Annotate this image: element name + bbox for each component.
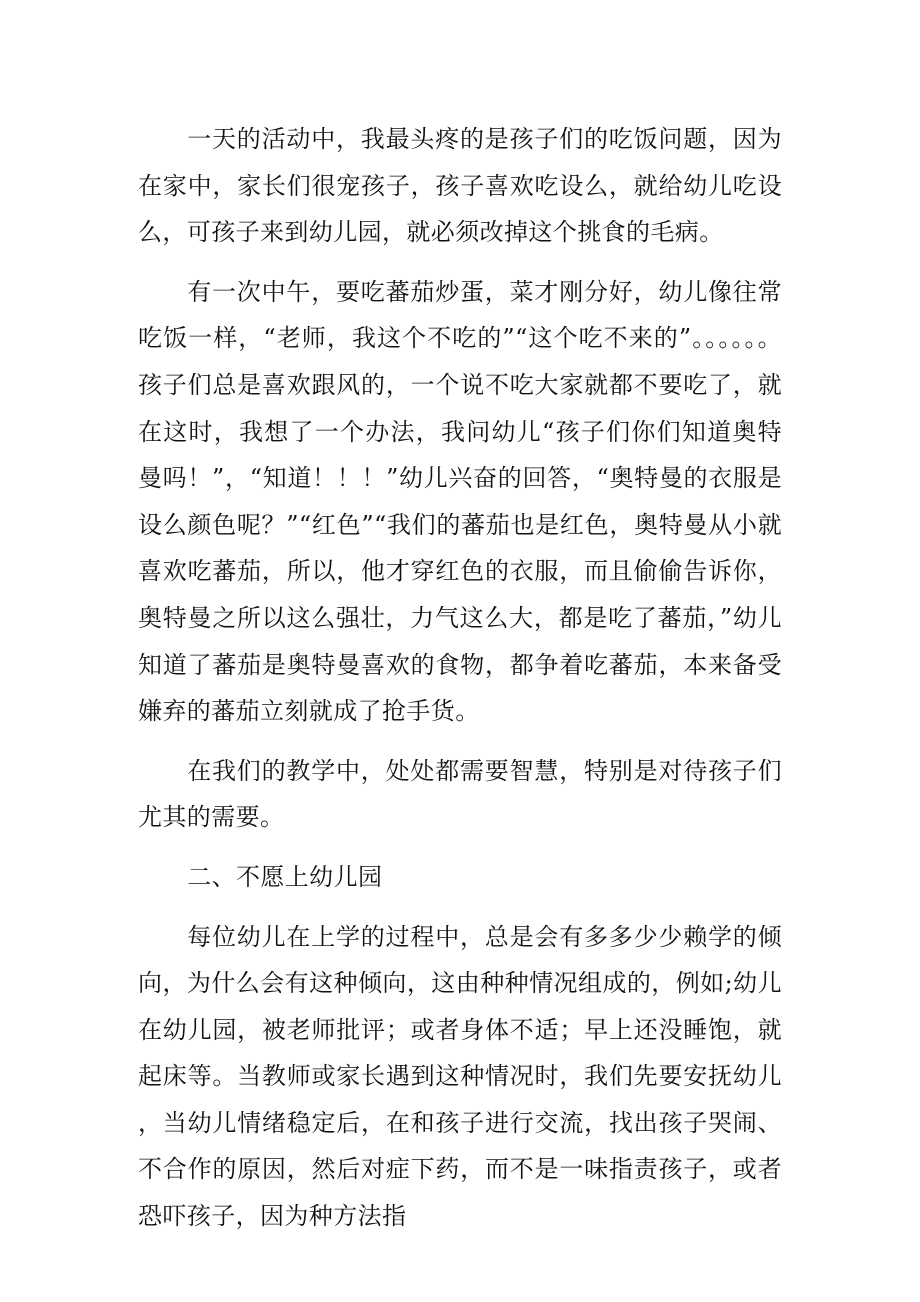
paragraph-reluctant-school: 每位幼儿在上学的过程中，总是会有多多少少赖学的倾向，为什么会有这种倾向，这由种种情况组成的，例如;幼儿在幼儿园，被老师批评；或者身体不适；早上还没睡饱，就起床等。当教师或家长遇到这种情况时，我们先要安抚幼儿，当幼儿情绪稳定后，在和孩子进行交流，找出孩子哭闹、不合作的原因，然后对症下药，而不是一味指责孩子，或者恐吓孩子，因为种方法指 bbox=[138, 922, 782, 1231]
paragraph-eating-problem: 一天的活动中，我最头疼的是孩子们的吃饭问题，因为在家中，家长们很宠孩子，孩子喜欢吃设么，就给幼儿吃设么，可孩子来到幼儿园，就必须改掉这个挑食的毛病。 bbox=[138, 125, 782, 247]
section-heading-reluctant-kindergarten: 二、不愿上幼儿园 bbox=[187, 862, 383, 891]
paragraph-teaching-wisdom: 在我们的教学中，处处都需要智慧，特别是对待孩子们尤其的需要。 bbox=[138, 756, 782, 832]
paragraph-tomato-story: 有一次中午，要吃蕃茄炒蛋，菜才刚分好，幼儿像往常吃饭一样，“老师，我这个不吃的”“这个吃不来的”。。。。。。孩子们总是喜欢跟风的，一个说不吃大家就都不要吃了，就在这时，我想了一个办法，我问幼儿“孩子们你们知道奥特曼吗！”，“知道！！！”幼儿兴奋的回答，“奥特曼的衣服是设么颜色呢？”“红色”“我们的蕃茄也是红色，奥特曼从小就喜欢吃蕃茄，所以，他才穿红色的衣服，而且偷偷告诉你，奥特曼之所以这么强壮，力气这么大，都是吃了蕃茄，”幼儿知道了蕃茄是奥特曼喜欢的食物，都争着吃蕃茄，本来备受嫌弃的蕃茄立刻就成了抢手货。 bbox=[138, 277, 782, 726]
